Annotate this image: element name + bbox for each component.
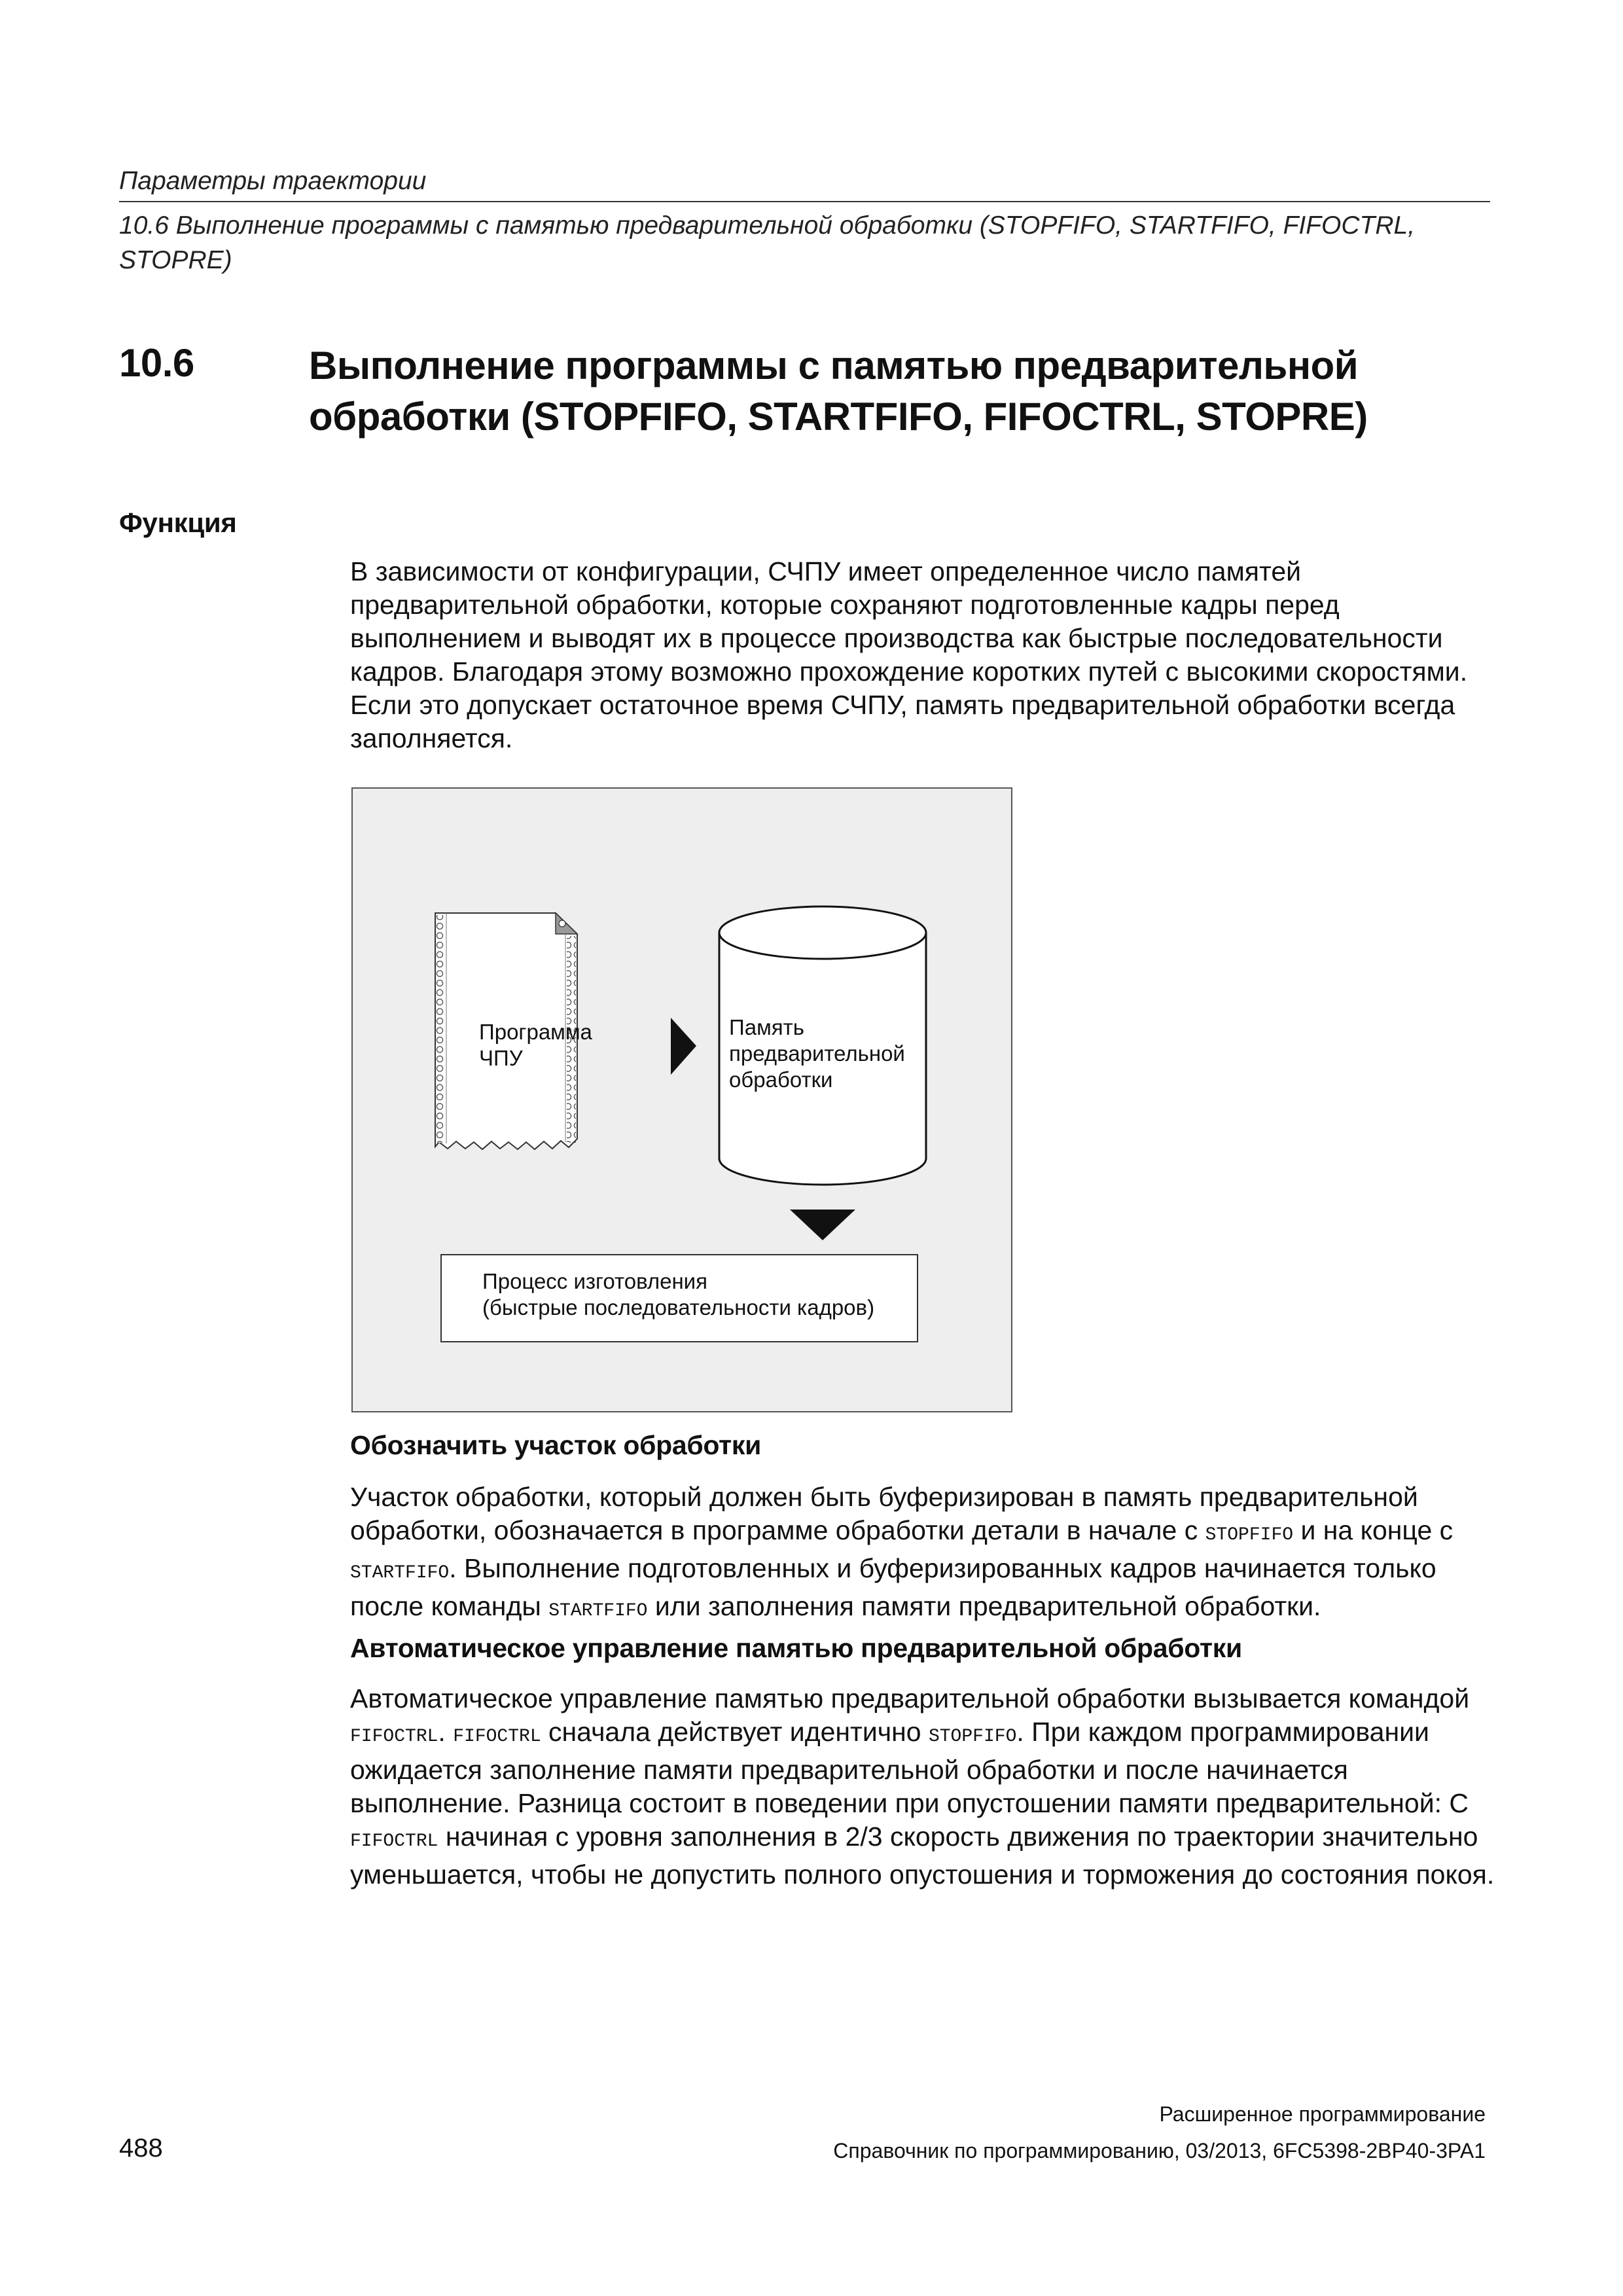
memory-label: Память предварительной обработки bbox=[729, 1015, 905, 1092]
arrow-down-icon bbox=[790, 1210, 855, 1240]
auto-section-paragraph: Автоматическое управление памятью предварительной обработки вызывается командой FIFOCTRL. FIFOCTRL сначала действует идентично STOPFIFO. При каждом программировании ожидается заполнение памяти предварительной обработки и после начинается выполнение. Разница состоит в поведении при опустошении памяти предварительной: С FIFOCTRL начиная с уровня заполнения в 2/3 скорость движения по траектории значительно уменьшается, чтобы не допустить полного опустошения и торможения до состояния покоя. bbox=[350, 1683, 1495, 1890]
auto-section-heading: Автоматическое управление памятью предварительной обработки bbox=[350, 1633, 1242, 1663]
code-stopfifo: STOPFIFO bbox=[1205, 1525, 1294, 1545]
header-rule bbox=[119, 201, 1490, 202]
code-fifoctrl: FIFOCTRL bbox=[350, 1727, 438, 1747]
code-fifoctrl: FIFOCTRL bbox=[350, 1831, 438, 1852]
footer-manual-info: Справочник по программированию, 03/2013, 6FC5398-2BP40-3PA1 bbox=[833, 2139, 1486, 2162]
function-heading: Функция bbox=[119, 507, 237, 538]
mark-section-paragraph: Участок обработки, который должен быть буферизирован в память предварительной обработки, обозначается в программе обработки детали в начале с STOPFIFO и на конце с STARTFIFO. Выполнение подготовленных и буферизированных кадров начинается только после команды STARTFIFO или заполнения памяти предварительной обработки. bbox=[350, 1482, 1454, 1621]
code-fifoctrl: FIFOCTRL bbox=[453, 1727, 541, 1747]
running-header-section: Параметры траектории bbox=[119, 167, 427, 195]
footer-book-title: Расширенное программирование bbox=[1159, 2102, 1486, 2126]
code-startfifo: STARTFIFO bbox=[350, 1563, 450, 1583]
mark-section-heading: Обозначить участок обработки bbox=[350, 1430, 762, 1460]
chapter-title: Выполнение программы с памятью предварительной обработки (STOPFIFO, STARTFIFO, FIFOCTRL, STOPRE) bbox=[309, 344, 1368, 439]
preprocessing-memory-figure bbox=[351, 787, 1012, 1412]
page-number: 488 bbox=[119, 2134, 163, 2162]
chapter-number: 10.6 bbox=[119, 341, 194, 385]
function-paragraph: В зависимости от конфигурации, СЧПУ имеет определенное число памятей предварительной обработки, которые сохраняют подготовленные кадры перед выполнением и выводят их в процессе производства как быстрые последовательности кадров. Благодаря этому возможно прохождение коротких путей с высокими скоростями. Если это допускает остаточное время СЧПУ, память предварительной обработки всегда заполняется. bbox=[350, 556, 1468, 753]
nc-program-label: Программа ЧПУ bbox=[479, 1020, 592, 1070]
arrow-right-icon bbox=[671, 1018, 696, 1075]
code-stopfifo: STOPFIFO bbox=[928, 1727, 1017, 1747]
code-startfifo: STARTFIFO bbox=[548, 1601, 648, 1621]
process-label: Процесс изготовления (быстрые последовательности кадров) bbox=[482, 1269, 875, 1319]
running-header-subsection: 10.6 Выполнение программы с памятью предварительной обработки (STOPFIFO, STARTFIFO, FIFOCTRL, STOPRE) bbox=[119, 211, 1416, 274]
